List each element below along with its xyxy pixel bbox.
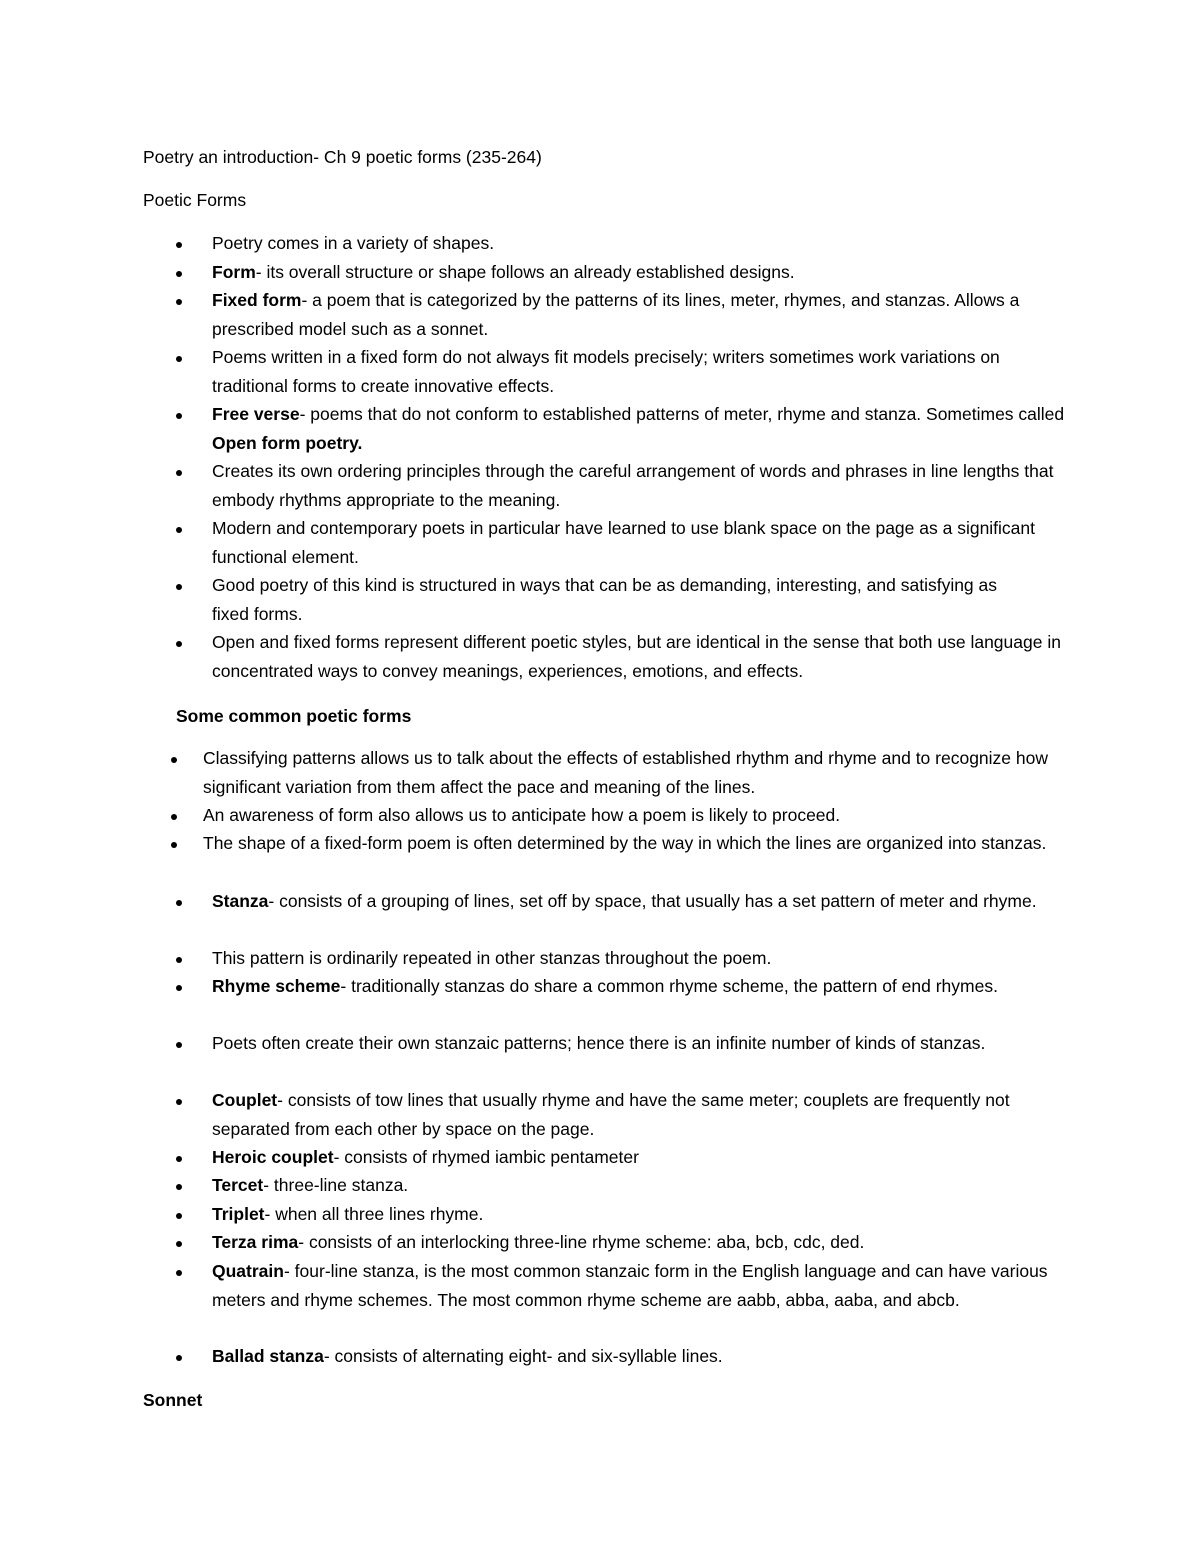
- list-item: Creates its own ordering principles through the careful arrangement of words and phrases in line lengths that embody rhythms appropriate to the meaning.: [212, 461, 1054, 510]
- list-item: Free verse- poems that do not conform to established patterns of meter, rhyme and stanza. Sometimes called Open form poetry.: [212, 404, 1065, 453]
- list-item: This pattern is ordinarily repeated in other stanzas throughout the poem.: [212, 948, 772, 968]
- list-item: Triplet- when all three lines rhyme.: [212, 1204, 484, 1224]
- list-item: Fixed form- a poem that is categorized by the patterns of its lines, meter, rhymes, and stanzas. Allows a prescribed model such as a sonnet.: [212, 290, 1020, 339]
- bullet-icon: [176, 527, 182, 533]
- list-item: Poetry comes in a variety of shapes.: [212, 233, 495, 253]
- list-item: An awareness of form also allows us to anticipate how a poem is likely to proceed.: [203, 805, 841, 825]
- list-item: Classifying patterns allows us to talk about the effects of established rhythm and rhyme and to recognize how significant variation from them affect the pace and meaning of the lines.: [203, 748, 1048, 797]
- section-heading-common-forms: Some common poetic forms: [176, 706, 412, 726]
- list-item: Form- its overall structure or shape follows an already established designs.: [212, 262, 795, 282]
- bullet-icon: [176, 584, 182, 590]
- list-item: Poems written in a fixed form do not always fit models precisely; writers sometimes work variations on traditional forms to create innovative effects.: [212, 347, 1000, 396]
- bullet-icon: [176, 413, 182, 419]
- bullet-icon: [176, 299, 182, 305]
- document-title: Poetry an introduction- Ch 9 poetic forms (235-264): [143, 147, 542, 167]
- bullet-icon: [176, 470, 182, 476]
- bullet-icon: [176, 641, 182, 647]
- bullet-icon: [176, 1042, 182, 1048]
- bullet-icon: [176, 1184, 182, 1190]
- bullet-icon: [176, 356, 182, 362]
- list-item: Quatrain- four-line stanza, is the most common stanzaic form in the English language and can have various meters and rhyme schemes. The most common rhyme scheme are aabb, abba, aaba, and abcb.: [212, 1261, 1048, 1310]
- list-item: Couplet- consists of tow lines that usually rhyme and have the same meter; couplets are frequently not separated from each other by space on the page.: [212, 1090, 1010, 1139]
- list-item: Heroic couplet- consists of rhymed iambic pentameter: [212, 1147, 639, 1167]
- list-item: Terza rima- consists of an interlocking three-line rhyme scheme: aba, bcb, cdc, ded.: [212, 1232, 865, 1252]
- list-item: Good poetry of this kind is structured in ways that can be as demanding, interesting, and satisfying as fixed forms.: [212, 575, 998, 624]
- bullet-icon: [176, 900, 182, 906]
- bullet-icon: [176, 1156, 182, 1162]
- list-item: Modern and contemporary poets in particular have learned to use blank space on the page as a significant functional element.: [212, 518, 1036, 567]
- bullet-icon: [171, 757, 177, 763]
- list-item: Tercet- three-line stanza.: [212, 1175, 409, 1195]
- bullet-icon: [176, 242, 182, 248]
- list-item: Poets often create their own stanzaic patterns; hence there is an infinite number of kinds of stanzas.: [212, 1033, 986, 1053]
- bullet-icon: [176, 1355, 182, 1361]
- list-item: Ballad stanza- consists of alternating eight- and six-syllable lines.: [212, 1346, 723, 1366]
- bullet-icon: [176, 1241, 182, 1247]
- bullet-icon: [176, 957, 182, 963]
- bullet-icon: [176, 1270, 182, 1276]
- list-item: The shape of a fixed-form poem is often determined by the way in which the lines are organized into stanzas.: [203, 833, 1047, 853]
- list-item: Stanza- consists of a grouping of lines, set off by space, that usually has a set pattern of meter and rhyme.: [212, 891, 1037, 911]
- bullet-icon: [171, 842, 177, 848]
- bullet-icon: [176, 1213, 182, 1219]
- section-heading-poetic-forms: Poetic Forms: [143, 190, 247, 210]
- list-item: Rhyme scheme- traditionally stanzas do share a common rhyme scheme, the pattern of end rhymes.: [212, 976, 998, 996]
- bullet-icon: [171, 814, 177, 820]
- section-heading-sonnet: Sonnet: [143, 1390, 203, 1410]
- bullet-icon: [176, 1099, 182, 1105]
- bullet-icon: [176, 985, 182, 991]
- list-item: Open and fixed forms represent different poetic styles, but are identical in the sense that both use language in concentrated ways to convey meanings, experiences, emotions, and effects.: [212, 632, 1061, 681]
- bullet-icon: [176, 271, 182, 277]
